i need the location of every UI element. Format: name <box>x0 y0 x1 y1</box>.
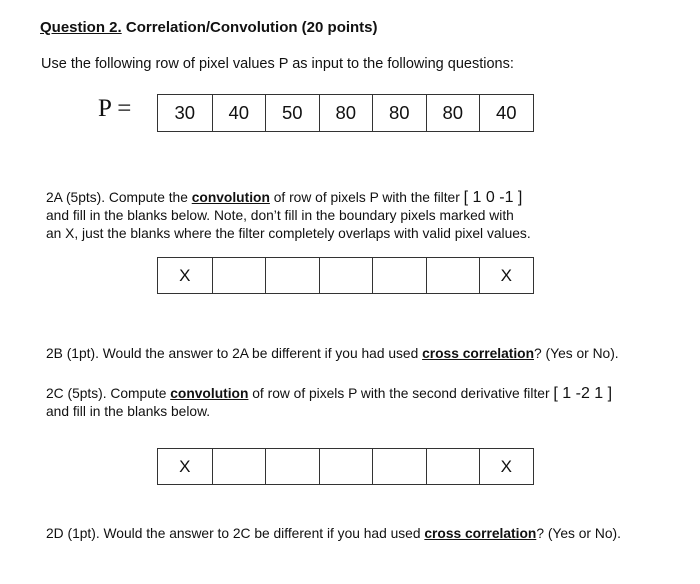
q2a-line2: and fill in the blanks below. Note, don’t fill in the boundary pixels marked with <box>46 208 514 223</box>
q2a-boundary-cell: X <box>479 258 533 293</box>
q2c-line1 <box>46 385 612 402</box>
q2b-text <box>46 345 619 362</box>
q2c-line2: and fill in the blanks below. <box>46 404 211 419</box>
q2c-filter: [ 1 -2 1 ] <box>553 385 613 402</box>
pixel-cell: 80 <box>426 95 480 131</box>
q2c-answer-blank[interactable] <box>372 449 426 484</box>
q2c-mid: of row of pixels P with the second derivative filter <box>248 386 554 401</box>
pixel-cell: 50 <box>265 95 319 131</box>
q2b-keyword: cross correlation <box>422 346 535 361</box>
q2a-answer-blank[interactable] <box>212 258 266 293</box>
q2a-keyword: convolution <box>191 190 270 205</box>
question-number: Question 2. <box>40 19 122 36</box>
q2a-answer-grid <box>157 257 534 294</box>
q2b-post: ? (Yes or No). <box>534 346 619 361</box>
q2c-answer-grid <box>157 448 534 485</box>
q2a-filter: [ 1 0 -1 ] <box>463 189 523 206</box>
q2d-keyword: cross correlation <box>424 526 537 541</box>
pixel-cell: 30 <box>174 102 196 123</box>
q2a-answer-blank[interactable] <box>319 258 373 293</box>
q2c-answer-blank[interactable] <box>212 449 266 484</box>
q2d-pre: 2D (1pt). Would the answer to 2C be different if you had used <box>46 526 425 541</box>
pixel-row-table <box>157 94 534 132</box>
q2c-keyword: convolution <box>170 386 249 401</box>
pixel-cell: 80 <box>372 95 426 131</box>
q2a-mid: of row of pixels P with the filter <box>269 190 464 205</box>
q2c-boundary-cell: X <box>479 449 533 484</box>
q2a-answer-blank[interactable] <box>372 258 426 293</box>
q2c-boundary-cell: X <box>179 456 191 476</box>
q2c-pre: 2C (5pts). Compute <box>46 386 171 401</box>
q2a-line1 <box>46 189 522 206</box>
q2c-answer-blank[interactable] <box>265 449 319 484</box>
q2b-pre: 2B (1pt). Would the answer to 2A be different if you had used <box>46 346 423 361</box>
q2a-answer-blank[interactable] <box>265 258 319 293</box>
q2d-text <box>46 525 621 542</box>
q2c-answer-blank[interactable] <box>319 449 373 484</box>
q2c-answer-blank[interactable] <box>426 449 480 484</box>
question-title <box>40 19 378 36</box>
pixel-row-label: P = <box>98 95 132 122</box>
q2a-boundary-cell: X <box>179 265 191 285</box>
pixel-cell: 40 <box>479 95 533 131</box>
q2a-pre: 2A (5pts). Compute the <box>46 190 192 205</box>
pixel-cell: 40 <box>212 95 266 131</box>
q2a-line3: an X, just the blanks where the filter completely overlaps with valid pixel values. <box>46 226 531 241</box>
question-title-rest: Correlation/Convolution (20 points) <box>121 19 378 36</box>
q2a-answer-blank[interactable] <box>426 258 480 293</box>
intro-text: Use the following row of pixel values P as input to the following questions: <box>41 56 514 72</box>
q2d-post: ? (Yes or No). <box>536 526 621 541</box>
pixel-cell: 80 <box>319 95 373 131</box>
